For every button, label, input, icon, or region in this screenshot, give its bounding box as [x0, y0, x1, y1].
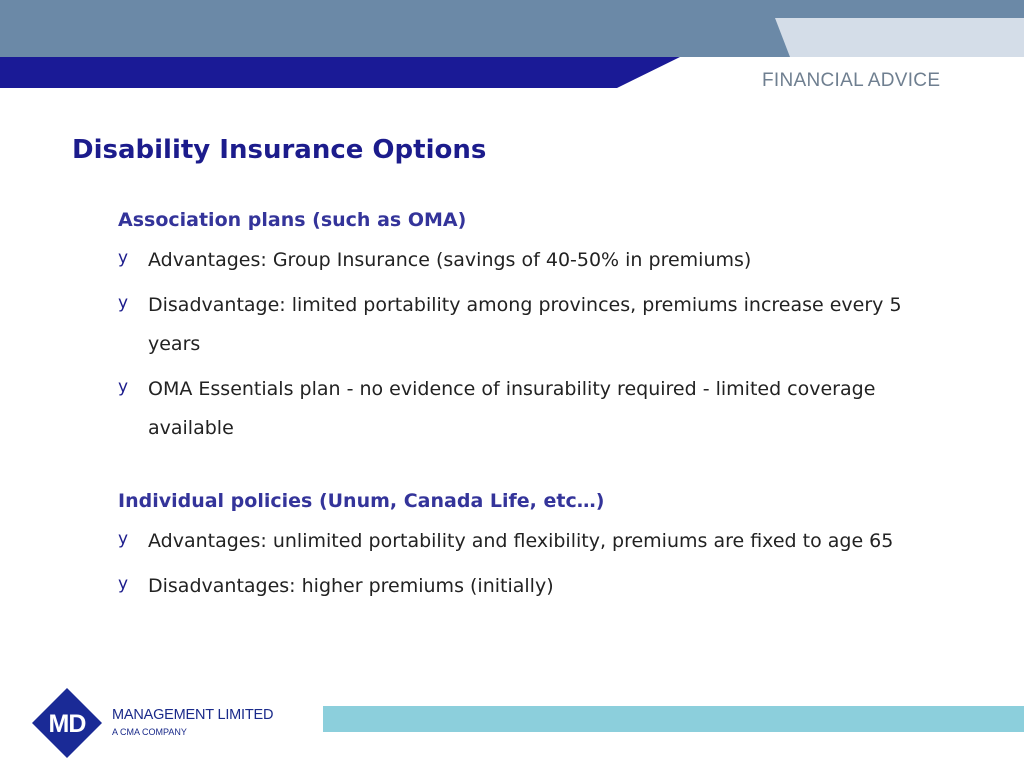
bullet-item	[118, 567, 948, 606]
bullet-text: Disadvantages: higher premiums (initially)	[148, 575, 554, 597]
bullet-text: OMA Essentials plan - no evidence of insurability required - limited coverage available	[148, 378, 876, 439]
slide-title: Disability Insurance Options	[72, 135, 487, 165]
bullet-text: Advantages: unlimited portability and flexibility, premiums are fixed to age 65	[148, 530, 894, 552]
header-light-wedge	[775, 18, 1024, 57]
md-logo-icon	[32, 688, 102, 758]
bullet-text: Disadvantage: limited portability among provinces, premiums increase every 5 years	[148, 294, 902, 355]
footer-bar	[323, 706, 1024, 732]
bullet-text: Advantages: Group Insurance (savings of 40-50% in premiums)	[148, 249, 752, 271]
section-association-plans	[118, 207, 948, 448]
bullet-icon: y	[118, 529, 129, 549]
bullet-icon: y	[118, 377, 129, 397]
bullet-item	[118, 522, 948, 561]
section-heading: Association plans (such as OMA)	[118, 209, 467, 231]
footer-tagline: A CMA COMPANY	[112, 727, 187, 737]
bullet-icon: y	[118, 248, 129, 268]
bullet-item	[118, 241, 948, 280]
bullet-item	[118, 286, 948, 364]
bullet-item	[118, 370, 948, 448]
slide-content	[118, 207, 948, 612]
bullet-icon: y	[118, 293, 129, 313]
section-individual-policies	[118, 488, 948, 606]
bullet-icon: y	[118, 574, 129, 594]
header-label: FINANCIAL ADVICE	[762, 70, 941, 91]
logo-text: MD	[48, 710, 86, 738]
section-heading: Individual policies (Unum, Canada Life, etc…)	[118, 490, 605, 512]
header-navy-band	[0, 57, 680, 88]
footer-company-name: MANAGEMENT LIMITED	[112, 707, 274, 723]
